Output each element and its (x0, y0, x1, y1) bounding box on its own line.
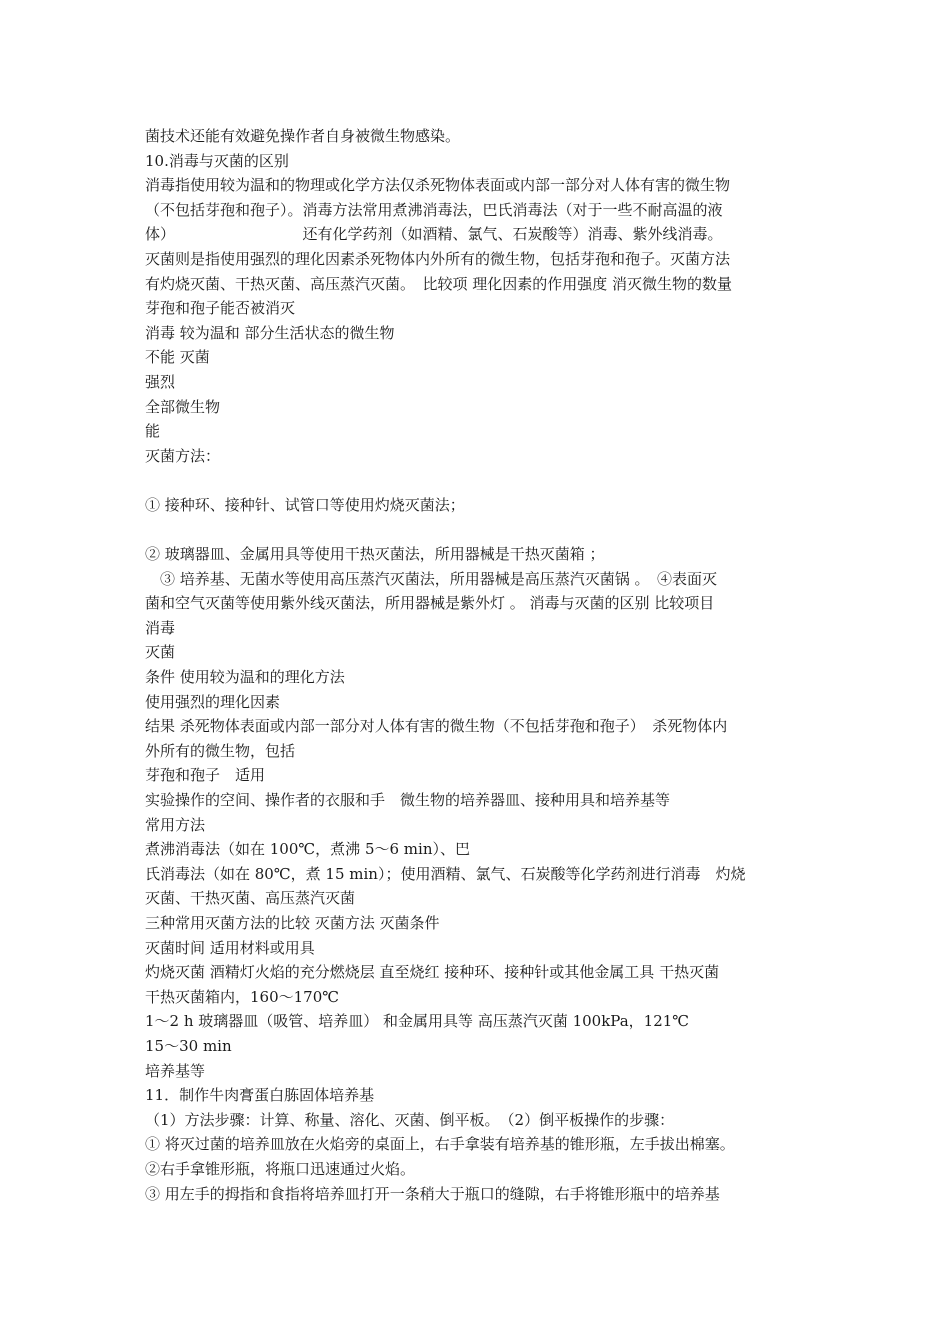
document-body (145, 124, 810, 1206)
text-line: （1）方法步骤：计算、称量、溶化、灭菌、倒平板。 （2）倒平板操作的步骤： (145, 1110, 675, 1129)
text-line: 外所有的微生物，包括 (145, 741, 296, 760)
section-heading: 10.消毒与灭菌的区别 (145, 151, 289, 170)
text-line: 干热灭菌箱内，160～170℃ (145, 987, 340, 1006)
text-line: 使用强烈的理化因素 (145, 692, 281, 711)
text-line: 芽孢和孢子 适用 (145, 766, 266, 785)
list-item: ③ 用左手的拇指和食指将培养皿打开一条稍大于瓶口的缝隙，右手将锥形瓶中的培养基 (145, 1184, 720, 1203)
text-line: 常用方法 (145, 815, 206, 834)
text-line: （不包括芽孢和孢子）。消毒方法常用煮沸消毒法，巴氏消毒法（对于一些不耐高温的液 (145, 200, 723, 219)
text-line: 有灼烧灭菌、干热灭菌、高压蒸汽灭菌。 比较项 理化因素的作用强度 消灭微生物的数量 (145, 274, 733, 293)
section-heading: 11．制作牛肉膏蛋白胨固体培养基 (145, 1086, 375, 1105)
text-line: 灭菌 (145, 643, 176, 662)
text-line: 1～2 h 玻璃器皿（吸管、培养皿） 和金属用具等 高压蒸汽灭菌 100kPa，121℃ (145, 1012, 690, 1031)
blank-line (145, 468, 810, 493)
text-line: 灭菌方法： (145, 446, 221, 465)
text-line: 菌技术还能有效避免操作者自身被微生物感染。 (145, 127, 461, 145)
text-line: 灭菌、干热灭菌、高压蒸汽灭菌 (145, 889, 356, 908)
list-item: ① 将灭过菌的培养皿放在火焰旁的桌面上，右手拿装有培养基的锥形瓶，左手拔出棉塞。 (145, 1135, 735, 1154)
text-line: 实验操作的空间、操作者的衣服和手 微生物的培养器皿、接种用具和培养基等 (145, 791, 671, 810)
text-line: 消毒 较为温和 部分生活状态的微生物 (145, 323, 395, 342)
text-line: 结果 杀死物体表面或内部一部分对人体有害的微生物（不包括芽孢和孢子） 杀死物体内 (145, 717, 728, 736)
list-item: ① 接种环、接种针、试管口等使用灼烧灭菌法； (145, 495, 465, 514)
text-line: 氏消毒法（如在 80℃，煮 15 min）；使用酒精、氯气、石炭酸等化学药剂进行消毒 灼烧 (145, 864, 746, 883)
text-line: 消毒 (145, 618, 176, 637)
blank-line (145, 518, 810, 543)
text-line: 菌和空气灭菌等使用紫外线灭菌法，所用器械是紫外灯 。 消毒与灭菌的区别 比较项目 (145, 594, 715, 613)
text-line: 条件 使用较为温和的理化方法 (145, 668, 345, 687)
text-line: 煮沸消毒法（如在 100℃，煮沸 5～6 min）、巴 (145, 840, 470, 859)
text-line: 灭菌时间 适用材料或用具 (145, 938, 315, 957)
text-line: 能 (145, 422, 161, 441)
text-line: 灭菌则是指使用强烈的理化因素杀死物体内外所有的微生物，包括芽孢和孢子。灭菌方法 (145, 249, 731, 268)
text-line: 三种常用灭菌方法的比较 灭菌方法 灭菌条件 (145, 914, 440, 932)
text-line: 不能 灭菌 (145, 348, 210, 367)
list-item: ②右手拿锥形瓶，将瓶口迅速通过火焰。 (145, 1159, 416, 1178)
text-line: 灼烧灭菌 酒精灯火焰的充分燃烧层 直至烧红 接种环、接种针或其他金属工具 干热灭菌 (145, 963, 720, 982)
text-line: 全部微生物 (145, 397, 221, 416)
text-line: 15～30 min (145, 1036, 232, 1055)
text-line: 培养基等 (145, 1061, 206, 1080)
list-item: ② 玻璃器皿、金属用具等使用干热灭菌法，所用器械是干热灭菌箱 ； (145, 545, 605, 564)
text-line: 消毒指使用较为温和的物理或化学方法仅杀死物体表面或内部一部分对人体有害的微生物 (145, 176, 731, 195)
list-item: ③ 培养基、无菌水等使用高压蒸汽灭菌法，所用器械是高压蒸汽灭菌锅 。 ④表面灭 (145, 569, 718, 588)
text-line: 芽孢和孢子能否被消灭 (145, 299, 296, 318)
text-line: 体） 还有化学药剂（如酒精、氯气、石炭酸等）消毒、紫外线消毒。 (145, 225, 723, 244)
text-line: 强烈 (145, 372, 176, 391)
